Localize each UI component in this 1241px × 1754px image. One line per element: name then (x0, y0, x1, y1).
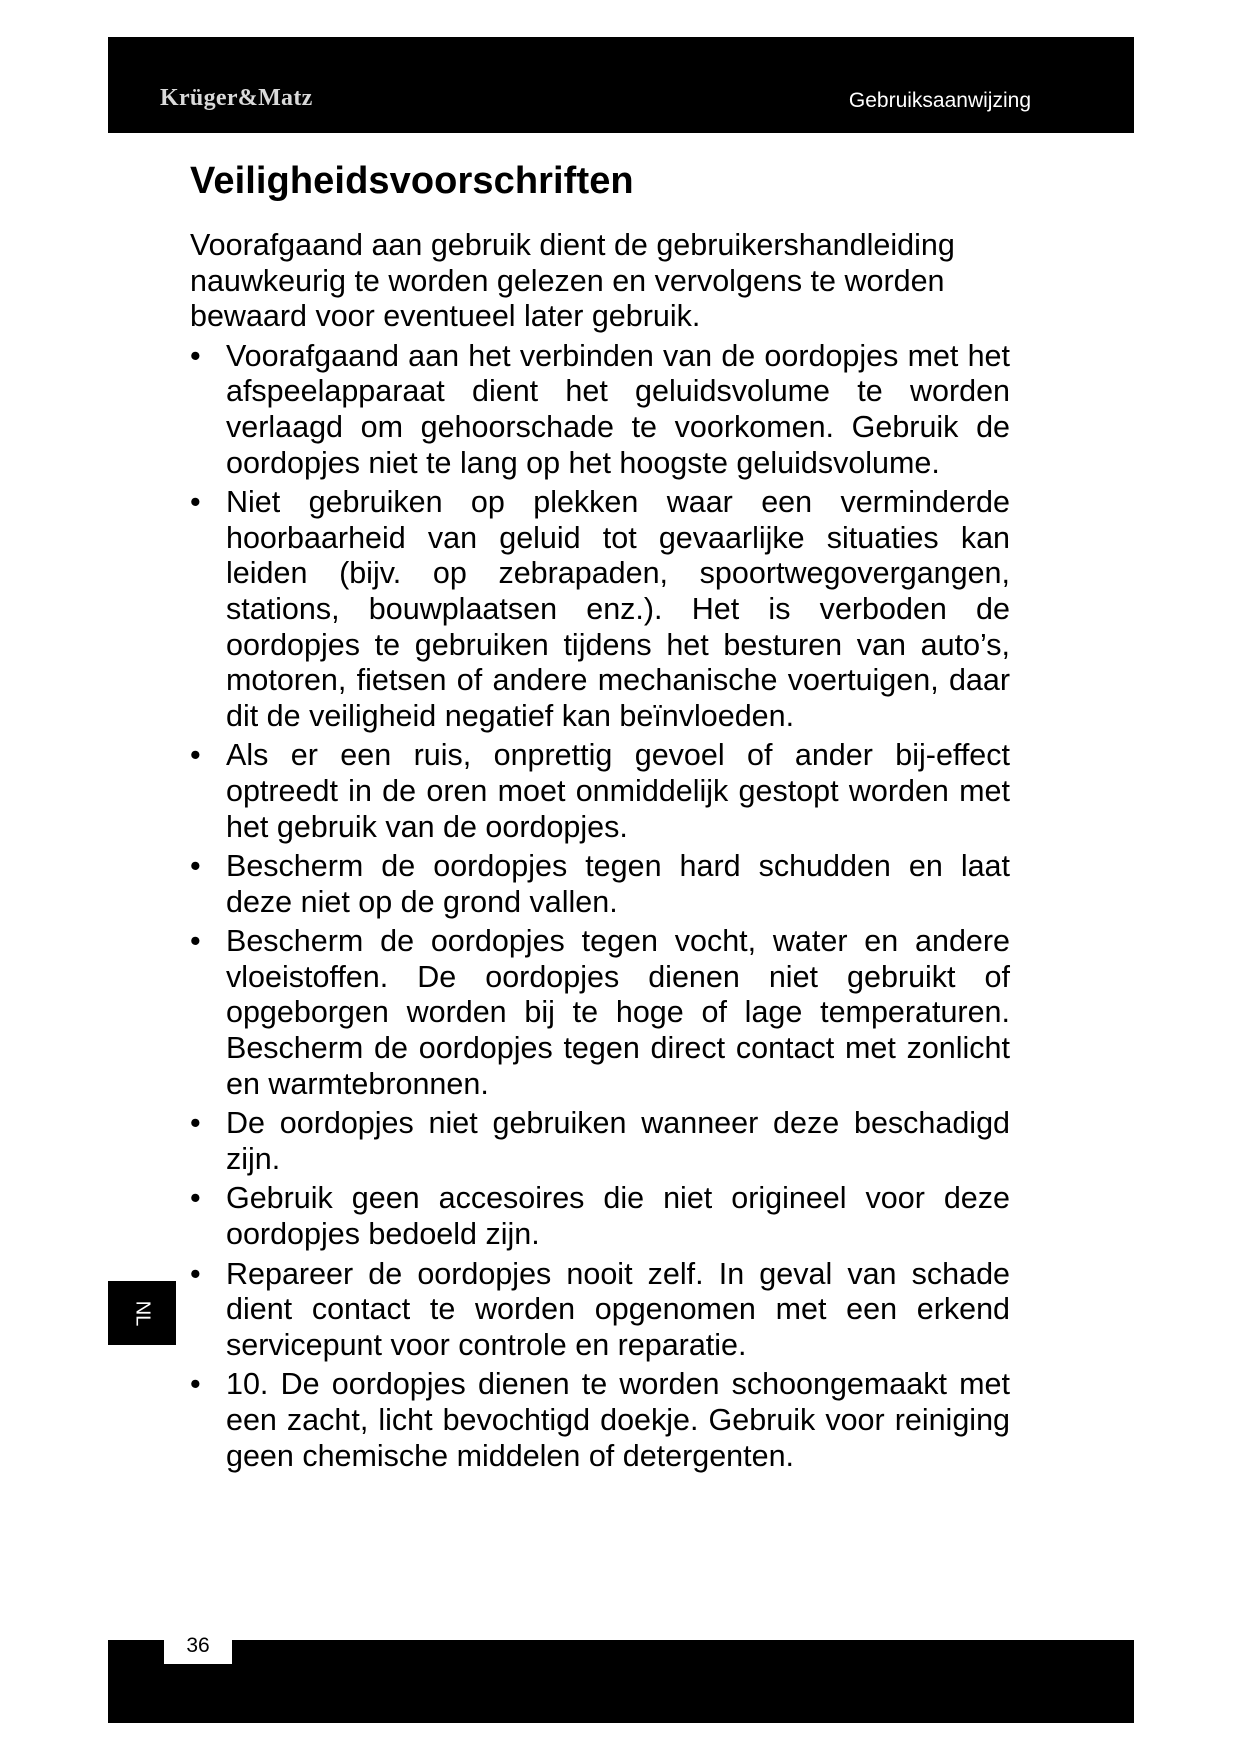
bullet-icon: • (190, 924, 201, 959)
bullet-icon: • (190, 485, 201, 520)
page-title: Veiligheidsvoorschriften (190, 160, 634, 202)
content (190, 228, 1010, 1478)
list-item (190, 485, 1010, 734)
list-item (190, 738, 1010, 845)
bullet-icon: • (190, 1367, 201, 1402)
bullet-icon: • (190, 338, 201, 373)
bullet-icon: • (190, 738, 201, 773)
footer-bar (108, 1640, 1134, 1723)
bullet-icon: • (190, 849, 201, 884)
language-tab (108, 1281, 176, 1345)
brand-logo: Krüger&Matz (160, 85, 313, 111)
intro-paragraph: Voorafgaand aan gebruik dient de gebruikershandleiding nauwkeurig te worden gelezen en vervolgens te worden bewaard voor eventueel later gebruik. (190, 228, 955, 334)
safety-list (190, 339, 1010, 1474)
bullet-icon: • (190, 1256, 201, 1291)
list-item-text: Als er een ruis, onprettig gevoel of ander bij-effect optreedt in de oren moet onmiddelijk gestopt worden met het gebruik van de oordopjes. (226, 738, 1010, 844)
list-item-text: Bescherm de oordopjes tegen vocht, water en andere vloeistoffen. De oordopjes dienen niet gebruikt of opgeborgen worden bij te hoge of lage temperaturen. Bescherm de oordopjes tegen direct contact met zonlicht en warmtebronnen. (226, 924, 1010, 1101)
list-item-text: Niet gebruiken op plekken waar een verminderde hoorbaarheid van geluid tot gevaarlijke situaties kan leiden (bijv. op zebrapaden, spoortwegovergangen, stations, bouwplaatsen enz.). Het is verboden de oordopjes te gebruiken tijdens het besturen van auto’s, motoren, fietsen of andere mechanische voertuigen, daar dit de veiligheid negatief kan beïnvloeden. (226, 485, 1010, 733)
list-item-text: Repareer de oordopjes nooit zelf. In geval van schade dient contact te worden opgenomen met een erkend servicepunt voor controle en reparatie. (226, 1256, 1010, 1362)
list-item (190, 339, 1010, 481)
page-number: 36 (164, 1628, 232, 1664)
header-bar (108, 37, 1134, 133)
list-item (190, 1106, 1010, 1177)
list-item (190, 1181, 1010, 1252)
list-item-text: 10. De oordopjes dienen te worden schoongemaakt met een zacht, licht bevochtigd doekje. Gebruik voor reiniging geen chemische middelen of detergenten. (226, 1367, 1010, 1473)
list-item (190, 849, 1010, 920)
list-item-text: Voorafgaand aan het verbinden van de oordopjes met het afspeelapparaat dient het geluidsvolume te worden verlaagd om gehoorschade te voorkomen. Gebruik de oordopjes niet te lang op het hoogste geluidsvolume. (226, 338, 1010, 480)
list-item-text: Bescherm de oordopjes tegen hard schudden en laat deze niet op de grond vallen. (226, 849, 1010, 919)
list-item-text: Gebruik geen accesoires die niet origineel voor deze oordopjes bedoeld zijn. (226, 1181, 1010, 1252)
list-item-text: De oordopjes niet gebruiken wanneer deze beschadigd zijn. (226, 1106, 1010, 1176)
bullet-icon: • (190, 1106, 201, 1141)
header-doc-title: Gebruiksaanwijzing (848, 89, 1031, 112)
list-item (190, 924, 1010, 1102)
bullet-icon: • (190, 1181, 201, 1216)
language-tab-label: NL (131, 1300, 154, 1326)
list-item (190, 1367, 1010, 1474)
list-item (190, 1257, 1010, 1364)
